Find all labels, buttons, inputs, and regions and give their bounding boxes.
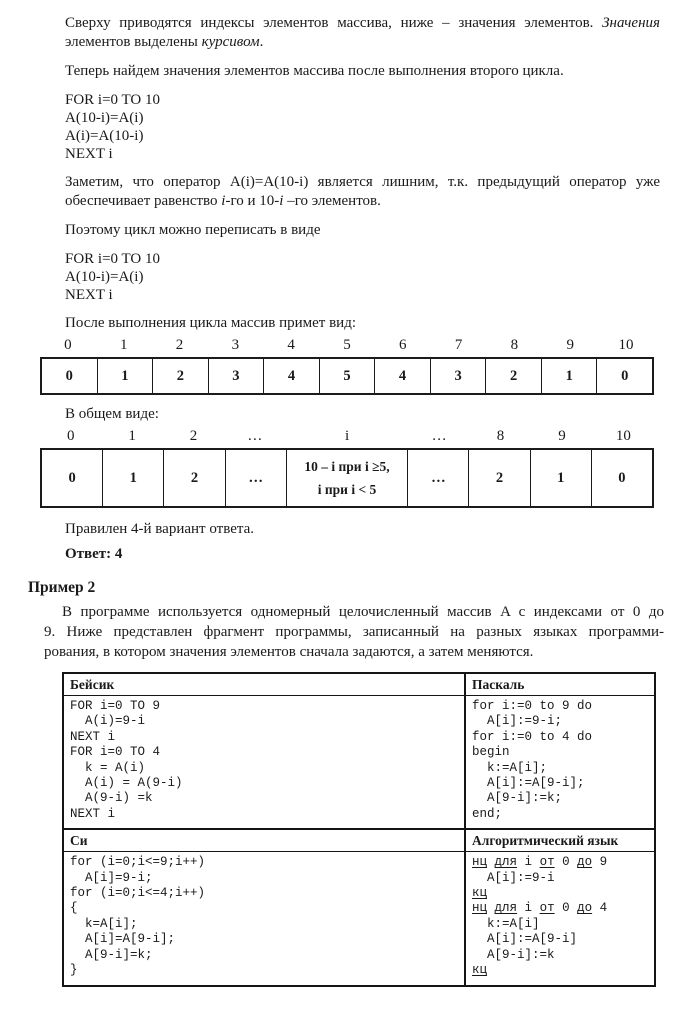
array-values-table-general xyxy=(40,448,654,508)
code-line: NEXT i xyxy=(70,729,116,744)
code-line: A(i) = A(9-i) xyxy=(70,776,183,791)
code-text xyxy=(487,901,495,915)
array-cell: 1 xyxy=(97,359,153,393)
code-line: A(10-i)=A(i) xyxy=(65,269,144,285)
text-run: . xyxy=(259,34,264,50)
array-index-row-general xyxy=(40,428,654,445)
code-line: A(i)=9-i xyxy=(70,714,146,729)
array-cell: 3 xyxy=(208,359,264,393)
array-cell: 0 xyxy=(65,367,73,384)
array-cell: … xyxy=(247,428,263,444)
code-line xyxy=(472,855,648,870)
code-line: for i:=0 to 9 do xyxy=(472,699,593,713)
code-line: A[9-i]:=k xyxy=(472,947,555,962)
code-text: 4 xyxy=(592,901,608,916)
array-cell: 2 xyxy=(189,428,198,444)
array-cell: 3 xyxy=(231,337,240,353)
answer-line: Ответ: 4 xyxy=(65,546,123,562)
text-run: элементов выделены xyxy=(65,34,202,50)
array-cell: 5 xyxy=(319,359,375,393)
array-cell: i xyxy=(344,428,350,444)
array-cell: 2 xyxy=(468,450,529,506)
array-values-table xyxy=(40,357,654,395)
code-line: A(i)=A(10-i) xyxy=(65,128,144,144)
array-cell: 0 xyxy=(66,428,75,444)
array-cell: 1 xyxy=(541,359,597,393)
code-line: for i:=0 to 4 do xyxy=(472,729,593,744)
array-cell: 10 xyxy=(615,428,631,444)
array-cell: 0 xyxy=(68,469,76,486)
example-paragraph xyxy=(44,602,664,662)
array-cell xyxy=(286,450,407,506)
text-line: рования, в котором значения элементов сначала задаются, а затем меняются. xyxy=(44,644,534,660)
text-run: -го и 10- xyxy=(225,193,280,209)
keyword-underlined: нц xyxy=(472,855,488,870)
code-line: A[i]:=9-i xyxy=(472,870,555,885)
code-line xyxy=(472,963,648,978)
pascal-code xyxy=(466,696,654,828)
c-header: Си xyxy=(64,830,464,852)
formula-line: i при i < 5 xyxy=(317,482,377,497)
array-cell: … xyxy=(407,450,468,506)
code-line: begin xyxy=(472,745,510,760)
code-block-short-loop xyxy=(65,250,660,304)
code-line: A[9-i]=k; xyxy=(70,947,153,962)
algo-cell xyxy=(466,830,656,986)
formula-line: 10 – i при i ≥5, xyxy=(304,459,390,474)
code-line: k = A(i) xyxy=(70,760,146,775)
keyword-underlined: до xyxy=(577,901,593,916)
array-cell: 4 xyxy=(374,359,430,393)
code-line xyxy=(472,886,648,901)
c-code xyxy=(64,852,464,984)
array-cell: 2 xyxy=(163,450,224,506)
pascal-cell xyxy=(466,674,656,830)
code-line: A(10-i)=A(i) xyxy=(65,110,144,126)
array-index-row xyxy=(40,337,654,354)
text-line xyxy=(65,33,660,52)
code-text: 0 xyxy=(554,855,578,870)
text-run-italic: курсивом xyxy=(201,34,260,50)
text-line xyxy=(65,14,660,33)
paragraph-intro xyxy=(65,14,660,52)
code-line: A(9-i) =k xyxy=(70,791,153,806)
text-run-italic: Значения xyxy=(602,15,660,31)
code-line: for (i=0;i<=9;i++) xyxy=(70,855,206,870)
array-cell: 10 xyxy=(618,337,634,353)
code-line: FOR i=0 TO 4 xyxy=(70,745,161,760)
paragraph-rewrite: Поэтому цикл можно переписать в виде xyxy=(65,222,321,238)
code-line: A[i]:=9-i; xyxy=(472,714,563,729)
code-line: NEXT i xyxy=(65,146,113,162)
array-cell: 1 xyxy=(128,428,136,444)
array-cell: 9 xyxy=(566,337,574,353)
code-line: A[9-i]:=k; xyxy=(472,791,563,806)
keyword-underlined: от xyxy=(539,901,555,916)
text-line: 9. Ниже представлен фрагмент программы, записанный на разных языках программи- xyxy=(44,624,664,640)
code-line: A[i]:=A[9-i]; xyxy=(472,776,585,791)
code-text: i xyxy=(517,855,540,870)
language-code-table xyxy=(62,672,656,987)
basic-cell xyxy=(64,674,466,830)
pascal-header: Паскаль xyxy=(466,674,654,696)
code-line: FOR i=0 TO 9 xyxy=(70,699,161,713)
keyword-underlined: кц xyxy=(472,963,488,978)
paragraph-remark xyxy=(65,173,660,211)
code-text: i xyxy=(517,901,540,916)
code-line: } xyxy=(70,963,78,978)
paragraph-correct-variant: Правилен 4-й вариант ответа. xyxy=(65,521,255,537)
array-cell: 1 xyxy=(102,450,163,506)
array-cell: 7 xyxy=(454,337,463,353)
code-line: end; xyxy=(472,806,503,821)
text-run: обеспечивает равенство xyxy=(65,193,222,209)
text-run-italic: i xyxy=(279,193,284,209)
keyword-underlined: до xyxy=(577,855,593,870)
algo-code xyxy=(466,852,654,984)
code-line: A[i]=9-i; xyxy=(70,870,153,885)
array-cell: 4 xyxy=(263,359,319,393)
code-line: FOR i=0 TO 10 xyxy=(65,92,161,108)
algo-header: Алгоритмический язык xyxy=(466,830,654,852)
keyword-underlined: от xyxy=(539,855,555,870)
array-cell: 1 xyxy=(119,337,128,353)
array-cell: 0 xyxy=(596,359,652,393)
paragraph-second-loop: Теперь найдем значения элементов массива после выполнения второго цикла. xyxy=(65,63,564,79)
code-line: A[i]:=A[9-i] xyxy=(472,932,578,947)
array-cell: 9 xyxy=(558,428,566,444)
text-line: В программе используется одномерный целочисленный массив A с индексами от 0 до xyxy=(62,604,664,620)
code-block-full-loop xyxy=(65,91,660,163)
array-cell: 0 xyxy=(591,450,652,506)
text-run: –го элементов. xyxy=(283,193,381,209)
paragraph-general-form: В общем виде: xyxy=(65,406,159,422)
array-cell: 3 xyxy=(430,359,486,393)
code-line: FOR i=0 TO 10 xyxy=(65,251,161,267)
text-run: Сверху приводятся индексы элементов массива, ниже – значения элементов. xyxy=(65,15,603,31)
basic-header: Бейсик xyxy=(64,674,464,696)
array-cell: 1 xyxy=(530,450,591,506)
code-text xyxy=(487,855,495,869)
paragraph-array-caption: После выполнения цикла массив примет вид: xyxy=(65,315,356,331)
text-run-italic: i xyxy=(221,193,226,209)
basic-code xyxy=(64,696,464,828)
code-line: A[i]=A[9-i]; xyxy=(70,932,176,947)
keyword-underlined: для xyxy=(494,855,518,870)
example-heading: Пример 2 xyxy=(28,579,96,596)
keyword-underlined: кц xyxy=(472,886,488,901)
code-line: k:=A[i] xyxy=(472,916,540,931)
array-cell: 0 xyxy=(64,337,72,353)
code-line: { xyxy=(70,901,78,916)
text-run: Заметим, что оператор A(i)=A(10-i) является лишним, т.к. предыдущий оператор уже xyxy=(65,174,660,190)
array-cell: 2 xyxy=(485,359,541,393)
text-line xyxy=(65,173,660,192)
array-cell: 4 xyxy=(287,337,295,353)
array-cell: … xyxy=(225,450,286,506)
code-text: 9 xyxy=(592,855,608,870)
code-line: for (i=0;i<=4;i++) xyxy=(70,886,206,901)
code-line: NEXT i xyxy=(65,287,113,303)
code-line xyxy=(472,901,648,916)
code-text: 0 xyxy=(554,901,578,916)
c-cell xyxy=(64,830,466,986)
code-line: k:=A[i]; xyxy=(472,760,548,775)
array-cell: 5 xyxy=(343,337,351,353)
array-cell: 8 xyxy=(510,337,519,353)
array-cell: … xyxy=(431,428,447,444)
array-cell: 2 xyxy=(152,359,208,393)
array-cell: 6 xyxy=(399,337,407,353)
keyword-underlined: для xyxy=(494,901,518,916)
array-cell: 8 xyxy=(496,428,505,444)
array-cell: 2 xyxy=(175,337,184,353)
code-line: k=A[i]; xyxy=(70,916,138,931)
code-line: NEXT i xyxy=(70,806,116,821)
text-line xyxy=(65,192,660,211)
keyword-underlined: нц xyxy=(472,901,488,916)
